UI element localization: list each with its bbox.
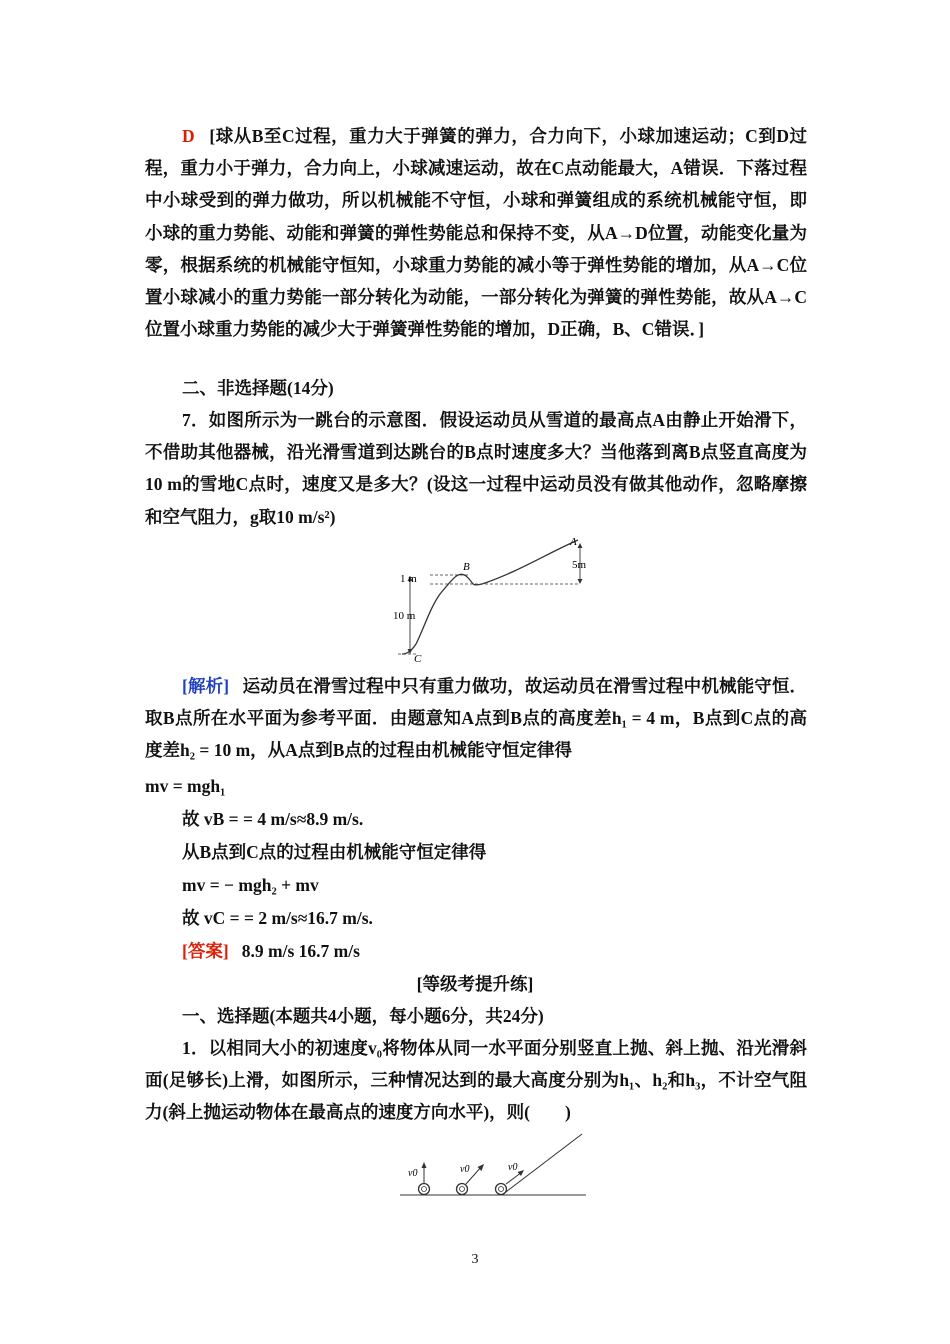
label-5m: 5m	[572, 559, 587, 571]
q7-text: 7．如图所示为一跳台的示意图．假设运动员从雪道的最高点A由静止开始滑下，不借助其他器械，沿光滑雪道到达跳台的B点时速度多大？当他落到离B点竖直高度为10 m的雪地C点时，速度又是多大？(设这一过程中运动员没有做其他动作，忽略摩擦和空气阻力，g取10 m/s²)	[145, 410, 807, 527]
v0-label-1: v0	[408, 1168, 418, 1179]
section1-title: 一、选择题(本题共4小题，每小题6分，共24分)	[182, 1006, 544, 1026]
label-C: C	[414, 653, 422, 664]
label-B: B	[463, 561, 470, 573]
q6-answer-letter: D	[182, 126, 195, 146]
projectile-figure	[398, 1132, 588, 1202]
equation-1: mv = mgh₁	[145, 776, 226, 796]
section-level-title: [等级考提升练]	[416, 974, 534, 994]
v0-label-2: v0	[460, 1164, 470, 1175]
solution-para1	[145, 670, 807, 767]
solution-tag: [解析]	[182, 676, 230, 696]
label-A: A	[570, 536, 577, 548]
page-number: 3	[471, 1252, 479, 1267]
equation-2: 故 vB = = 4 m/s≈8.9 m/s.	[182, 809, 364, 829]
ski-jump-figure	[390, 532, 600, 664]
answer-line	[182, 935, 360, 967]
equation-3: mv = − mgh₂ + mv	[182, 875, 319, 895]
answer-tag: [答案]	[182, 941, 229, 961]
q6-analysis-text: [球从B至C过程，重力大于弹簧的弹力，合力向下，小球加速运动；C到D过程，重力小于弹力，合力向上，小球减速运动，故在C点动能最大，A错误．下落过程中小球受到的弹力做功，所以机械能不守恒，小球和弹簧组成的系统机械能守恒，即小球的重力势能、动能和弹簧的弹性势能总和保持不变，从A→D位置，动能变化量为零，根据系统的机械能守恒知，小球重力势能的减小等于弹性势能的增加，从A→C位置小球减小的重力势能一部分转化为动能，一部分转化为弹簧的弹性势能，故从A→C位置小球重力势能的减少大于弹簧弹性势能的增加，D正确，B、C错误．]	[145, 126, 808, 340]
q6-analysis	[145, 120, 807, 345]
v0-label-3: v0	[508, 1162, 518, 1173]
label-10m: 10 m	[393, 610, 416, 622]
equation-4: 故 vC = = 2 m/s≈16.7 m/s.	[182, 908, 373, 928]
answer-values: 8.9 m/s 16.7 m/s	[241, 941, 360, 961]
solution-para1-text: 运动员在滑雪过程中只有重力做功，故运动员在滑雪过程中机械能守恒．取B点所在水平面为参考平面．由题意知A点到B点的高度差h₁ = 4 m，B点到C点的高度差h₂ = 10 m，从A点到B点的过程由机械能守恒定律得	[145, 676, 808, 761]
section2-title: 二、非选择题(14分)	[182, 378, 334, 398]
label-1m: 1 m	[400, 573, 417, 585]
q1-text: 1．以相同大小的初速度v₀将物体从同一水平面分别竖直上抛、斜上抛、沿光滑斜面(足够长)上滑，如图所示，三种情况达到的最大高度分别为h₁、h₂和h₃，不计空气阻力(斜上抛运动物体在最高点的速度方向水平)，则( )	[145, 1038, 807, 1123]
solution-line3: 从B点到C点的过程由机械能守恒定律得	[182, 842, 487, 862]
